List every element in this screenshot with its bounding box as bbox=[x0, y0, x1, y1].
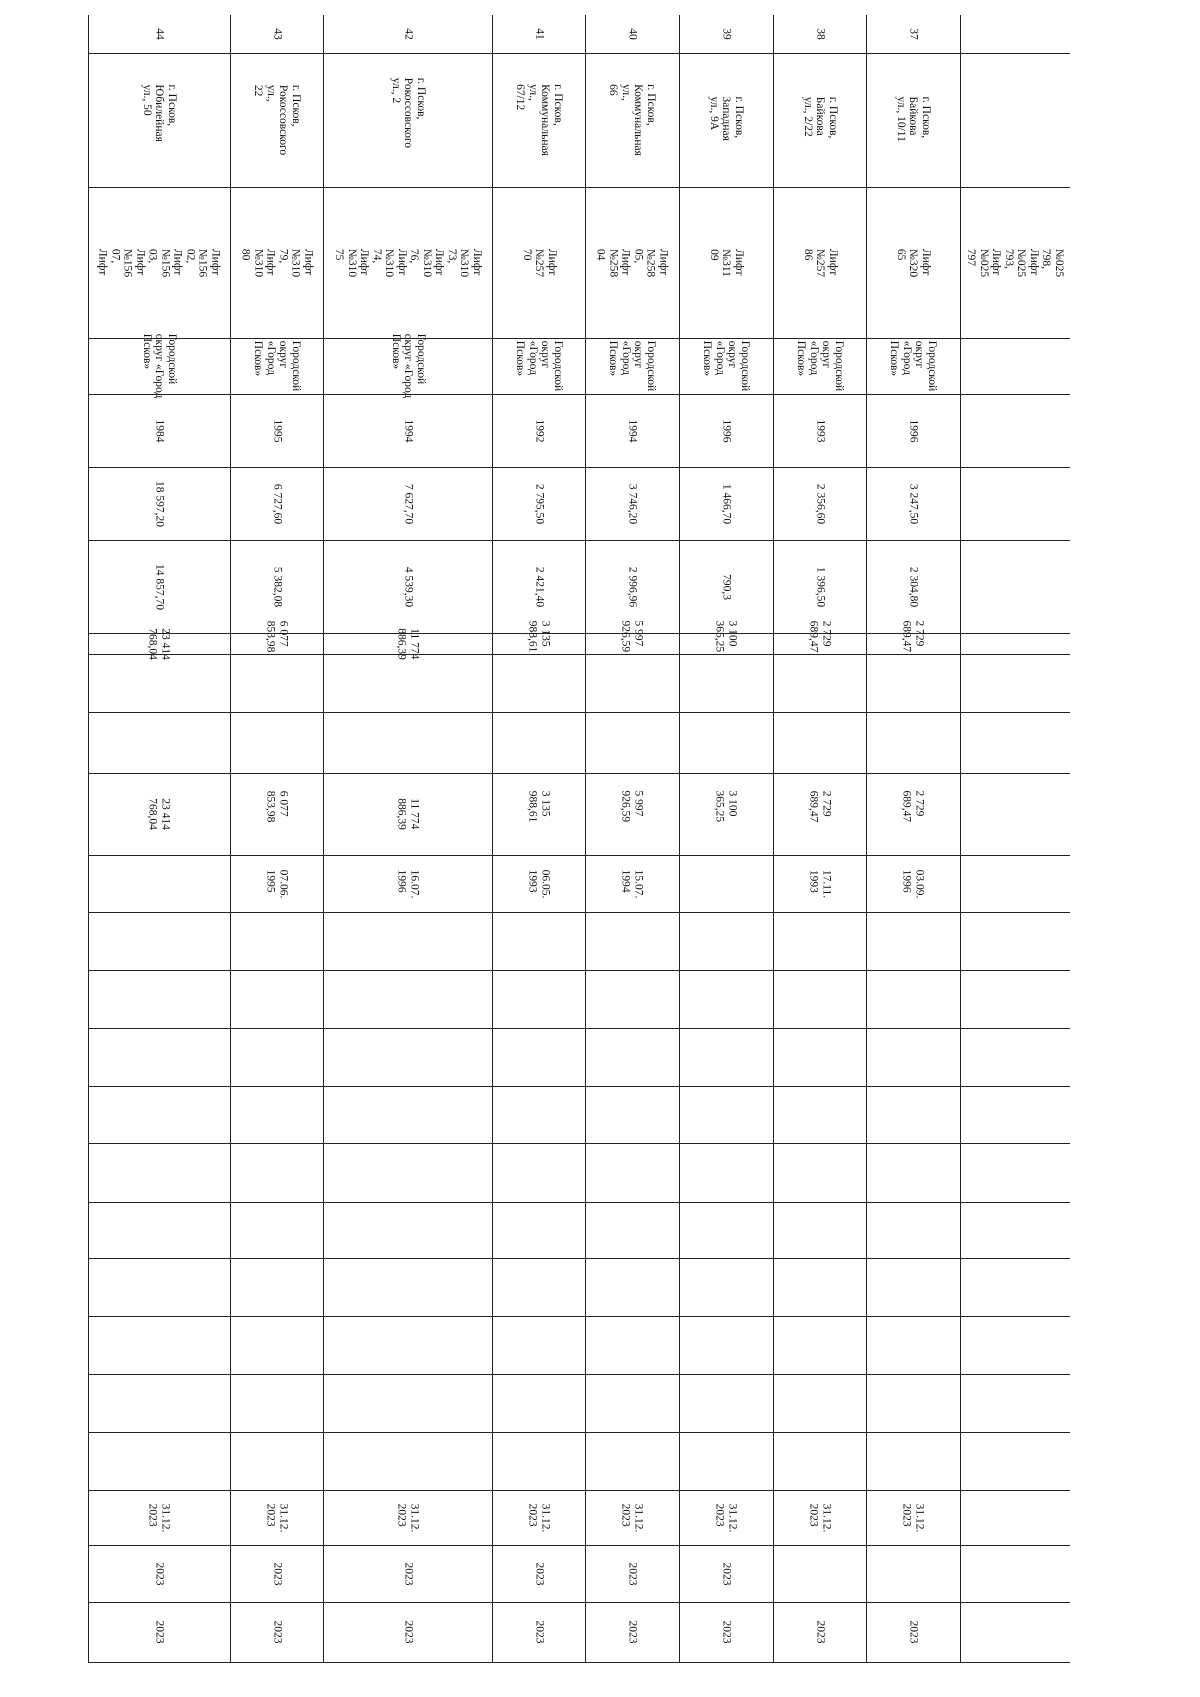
date-text: 15.07. 1994 bbox=[620, 869, 645, 898]
cell-year bbox=[88, 394, 230, 467]
deadline-text: 31.12. 2023 bbox=[714, 1503, 739, 1532]
row-separator bbox=[88, 712, 1070, 713]
area-living-text: 4 539,30 bbox=[401, 566, 414, 607]
cell-area-total bbox=[585, 467, 679, 540]
area-total-text: 7 627,70 bbox=[401, 483, 414, 524]
cell-owner bbox=[960, 338, 1070, 394]
cell-lifts bbox=[960, 187, 1070, 338]
area-total-text: 2 795,50 bbox=[532, 483, 545, 524]
cell-plan2 bbox=[492, 1602, 585, 1662]
cell-year bbox=[866, 394, 960, 467]
cell-num bbox=[773, 15, 866, 53]
year-text: 1996 bbox=[720, 419, 733, 442]
area-living-text: 5 382,08 bbox=[270, 566, 283, 607]
sum-text: 3 100 365,25 bbox=[714, 790, 739, 823]
address-text: г. Псков, Западная ул., 9А bbox=[707, 96, 745, 141]
cell-cost bbox=[679, 620, 773, 654]
cell-area-living bbox=[230, 540, 323, 633]
deadline-text: 31.12. 2023 bbox=[526, 1503, 551, 1532]
plan2-text: 2023 bbox=[813, 1620, 826, 1644]
cell-plan2 bbox=[773, 1602, 866, 1662]
owner-text: Городской округ «Город Псков» bbox=[701, 340, 751, 392]
row-separator bbox=[88, 1432, 1070, 1433]
date-text: 16.07. 1996 bbox=[395, 869, 420, 898]
plan2-text: 2023 bbox=[532, 1620, 545, 1644]
cell-sum bbox=[492, 773, 585, 855]
lifts-text: Лифт №310 73, Лифт №310 76, Лифт №310 74, Лифт №310 75 bbox=[333, 248, 483, 277]
cell-area-total bbox=[679, 467, 773, 540]
cell-address bbox=[323, 53, 492, 187]
num-text: 37 bbox=[907, 28, 920, 40]
cell-plan2 bbox=[585, 1602, 679, 1662]
cell-area-living bbox=[88, 540, 230, 633]
lifts-text: Лифт №320 65 bbox=[894, 248, 932, 277]
cell-date bbox=[323, 855, 492, 912]
cost-text: 3 100 365,25 bbox=[714, 620, 739, 652]
plan1-text: 2023 bbox=[532, 1562, 545, 1585]
cell-area-total bbox=[230, 467, 323, 540]
row-separator bbox=[88, 912, 1070, 913]
cell-lifts bbox=[679, 187, 773, 338]
cell-num bbox=[230, 15, 323, 53]
cell-plan1 bbox=[88, 1545, 230, 1602]
cell-area-total bbox=[960, 467, 1070, 540]
address-text: г. Псков, Рокоссовского ул., 22 bbox=[252, 84, 302, 156]
lifts-text: Лифт №257 70 bbox=[520, 248, 558, 277]
address-text: г. Псков, Юбилейная ул., 50 bbox=[140, 84, 178, 142]
cell-lifts bbox=[773, 187, 866, 338]
cell-plan1 bbox=[492, 1545, 585, 1602]
cell-year bbox=[960, 394, 1070, 467]
cell-lifts bbox=[88, 187, 230, 338]
lifts-text: Лифт №310 79, Лифт №310 80 bbox=[239, 248, 314, 277]
cell-deadline bbox=[866, 1490, 960, 1545]
owner-text: Городской округ «Город Псков» bbox=[607, 340, 657, 392]
cell-owner bbox=[679, 338, 773, 394]
cell-area-living bbox=[866, 540, 960, 633]
area-living-text: 2 304,80 bbox=[907, 566, 920, 607]
cell-date bbox=[866, 855, 960, 912]
cell-date bbox=[230, 855, 323, 912]
address-text: г. Псков, Байкова ул., 2/22 bbox=[801, 96, 839, 139]
cell-owner bbox=[88, 333, 230, 399]
cell-plan2 bbox=[230, 1602, 323, 1662]
plan2-text: 2023 bbox=[907, 1620, 920, 1644]
cell-deadline bbox=[585, 1490, 679, 1545]
cell-deadline bbox=[773, 1490, 866, 1545]
row-separator bbox=[88, 970, 1070, 971]
cell-deadline bbox=[88, 1490, 230, 1545]
cell-num bbox=[88, 15, 230, 53]
area-total-text: 1 466,70 bbox=[720, 483, 733, 524]
cell-year bbox=[679, 394, 773, 467]
plan1-text: 2023 bbox=[626, 1562, 639, 1585]
cell-plan1 bbox=[866, 1545, 960, 1602]
owner-text: Городской округ «Город Псков» bbox=[252, 340, 302, 392]
sum-text: 23 414 768,04 bbox=[147, 798, 172, 830]
cell-deadline bbox=[492, 1490, 585, 1545]
cell-address bbox=[88, 53, 230, 187]
cell-plan1 bbox=[773, 1545, 866, 1602]
cost-text: 5 997 926,59 bbox=[620, 620, 645, 652]
cell-cost bbox=[960, 633, 1070, 654]
cell-area-living bbox=[773, 540, 866, 633]
cell-lifts bbox=[323, 187, 492, 338]
year-text: 1994 bbox=[401, 419, 414, 442]
cell-cost bbox=[323, 627, 492, 660]
plan1-text: 2023 bbox=[401, 1562, 414, 1585]
sum-text: 2 729 689,47 bbox=[807, 790, 832, 823]
area-total-text: 18 597,20 bbox=[153, 480, 166, 527]
deadline-text: 31.12. 2023 bbox=[620, 1503, 645, 1532]
cost-text: 11 774 886,39 bbox=[395, 627, 420, 660]
cell-num bbox=[866, 15, 960, 53]
cell-area-living bbox=[585, 540, 679, 633]
num-text: 43 bbox=[270, 28, 283, 40]
cell-num bbox=[679, 15, 773, 53]
cell-deadline bbox=[679, 1490, 773, 1545]
row-separator bbox=[88, 1143, 1070, 1144]
owner-text: Городской округ «Город Псков» bbox=[514, 340, 564, 392]
deadline-text: 31.12. 2023 bbox=[264, 1503, 289, 1532]
area-living-text: 1 396,50 bbox=[813, 566, 826, 607]
cell-sum bbox=[88, 773, 230, 855]
cell-owner bbox=[492, 338, 585, 394]
cell-cost bbox=[773, 620, 866, 654]
year-text: 1996 bbox=[907, 419, 920, 442]
cell-date bbox=[492, 855, 585, 912]
cell-plan2 bbox=[88, 1602, 230, 1662]
cell-address bbox=[960, 53, 1070, 187]
sum-text: 2 729 689,47 bbox=[901, 790, 926, 823]
cost-text: 3 135 988,61 bbox=[526, 620, 551, 652]
cell-address bbox=[866, 53, 960, 187]
cell-owner bbox=[866, 338, 960, 394]
cell-cost bbox=[866, 620, 960, 654]
sum-text: 6 077 853,98 bbox=[264, 790, 289, 823]
cell-deadline bbox=[230, 1490, 323, 1545]
cell-plan2 bbox=[679, 1602, 773, 1662]
cell-owner bbox=[585, 338, 679, 394]
area-total-text: 2 356,60 bbox=[813, 483, 826, 524]
cell-plan2 bbox=[323, 1602, 492, 1662]
plan2-text: 2023 bbox=[720, 1620, 733, 1644]
cell-num bbox=[960, 15, 1070, 53]
num-text: 40 bbox=[626, 28, 639, 40]
cell-plan1 bbox=[960, 1545, 1070, 1602]
cell-cost bbox=[492, 620, 585, 654]
row-separator bbox=[88, 1316, 1070, 1317]
cell-cost bbox=[230, 620, 323, 654]
deadline-text: 31.12. 2023 bbox=[147, 1503, 172, 1532]
year-text: 1993 bbox=[813, 419, 826, 442]
cell-year bbox=[230, 394, 323, 467]
cell-lifts bbox=[230, 187, 323, 338]
date-text: 17.11. 1993 bbox=[807, 869, 832, 898]
num-text: 41 bbox=[532, 28, 545, 40]
cell-year bbox=[492, 394, 585, 467]
cell-area-total bbox=[773, 467, 866, 540]
cell-plan1 bbox=[230, 1545, 323, 1602]
cell-address bbox=[585, 53, 679, 187]
cell-year bbox=[585, 394, 679, 467]
row-separator bbox=[88, 1086, 1070, 1087]
cell-plan2 bbox=[866, 1602, 960, 1662]
cell-date bbox=[773, 855, 866, 912]
cell-plan1 bbox=[585, 1545, 679, 1602]
cell-owner bbox=[773, 338, 866, 394]
cell-sum bbox=[960, 773, 1070, 855]
cell-cost bbox=[88, 627, 230, 660]
year-text: 1995 bbox=[270, 419, 283, 442]
plan1-text: 2023 bbox=[153, 1562, 166, 1585]
cell-num bbox=[323, 15, 492, 53]
plan2-text: 2023 bbox=[153, 1620, 166, 1644]
cell-address bbox=[679, 53, 773, 187]
date-text: 06.05. 1993 bbox=[526, 869, 551, 898]
row-separator bbox=[88, 1028, 1070, 1029]
cost-text: 6 077 853,98 bbox=[264, 620, 289, 652]
sum-text: 3 135 988,61 bbox=[526, 790, 551, 823]
cell-area-total bbox=[866, 467, 960, 540]
area-total-text: 6 727,60 bbox=[270, 483, 283, 524]
year-text: 1992 bbox=[532, 419, 545, 442]
num-text: 38 bbox=[813, 28, 826, 40]
address-text: г. Псков, Коммунальная ул., 67/12 bbox=[514, 84, 564, 156]
address-text: г. Псков, Байкова ул., 10/11 bbox=[894, 96, 932, 142]
cell-sum bbox=[585, 773, 679, 855]
cell-sum bbox=[866, 773, 960, 855]
sum-text: 5 997 926,59 bbox=[620, 790, 645, 823]
year-text: 1984 bbox=[153, 419, 166, 442]
row-separator bbox=[88, 1662, 1070, 1663]
deadline-text: 31.12. 2023 bbox=[395, 1503, 420, 1532]
cell-address bbox=[230, 53, 323, 187]
cell-date bbox=[88, 855, 230, 912]
lifts-text: Лифт №311 09 bbox=[707, 248, 745, 277]
row-separator bbox=[88, 1374, 1070, 1375]
cell-plan1 bbox=[679, 1545, 773, 1602]
cell-address bbox=[492, 53, 585, 187]
cell-address bbox=[773, 53, 866, 187]
plan2-text: 2023 bbox=[626, 1620, 639, 1644]
cost-text: 2 729 689,47 bbox=[901, 620, 926, 652]
deadline-text: 31.12. 2023 bbox=[901, 1503, 926, 1532]
cell-sum bbox=[230, 773, 323, 855]
cell-area-total bbox=[88, 467, 230, 540]
lifts-text: Лифт №258 05, Лифт №258 04 bbox=[595, 248, 670, 277]
area-living-text: 14 857,70 bbox=[153, 563, 166, 610]
cell-area-total bbox=[323, 467, 492, 540]
cell-sum bbox=[323, 773, 492, 855]
deadline-text: 31.12. 2023 bbox=[807, 1503, 832, 1532]
num-text: 42 bbox=[401, 28, 414, 40]
cell-area-living bbox=[323, 540, 492, 633]
cell-num bbox=[585, 15, 679, 53]
date-text: 03.09. 1996 bbox=[901, 869, 926, 898]
plan2-text: 2023 bbox=[270, 1620, 283, 1644]
cell-sum bbox=[773, 773, 866, 855]
address-text: г. Псков, Коммунальная ул., 66 bbox=[607, 84, 657, 156]
cell-area-total bbox=[492, 467, 585, 540]
cell-lifts bbox=[492, 187, 585, 338]
year-text: 1994 bbox=[626, 419, 639, 442]
area-total-text: 3 247,50 bbox=[907, 483, 920, 524]
num-text: 39 bbox=[720, 28, 733, 40]
date-text: 07.06. 1995 bbox=[264, 869, 289, 898]
owner-text: Городской округ «Город Псков» bbox=[795, 340, 845, 392]
cell-deadline bbox=[323, 1490, 492, 1545]
lifts-text: Лифт №257 86 bbox=[801, 248, 839, 277]
area-living-text: 2 421,40 bbox=[532, 566, 545, 607]
plan1-text: 2023 bbox=[270, 1562, 283, 1585]
cost-text: 23 414 768,04 bbox=[147, 627, 172, 660]
cell-owner bbox=[323, 333, 492, 399]
cell-plan1 bbox=[323, 1545, 492, 1602]
cell-cost bbox=[585, 620, 679, 654]
cell-lifts bbox=[866, 187, 960, 338]
cell-sum bbox=[679, 773, 773, 855]
area-living-text: 790,3 bbox=[720, 573, 733, 600]
cell-date bbox=[679, 855, 773, 912]
cell-owner bbox=[230, 338, 323, 394]
cell-year bbox=[773, 394, 866, 467]
owner-text: Городской округ «Город Псков» bbox=[389, 333, 427, 399]
plan1-text: 2023 bbox=[720, 1562, 733, 1585]
lifts-text: №025 798, Лифт №025 793, Лифт №025 797 bbox=[965, 248, 1065, 277]
cell-area-living bbox=[492, 540, 585, 633]
cell-date bbox=[960, 855, 1070, 912]
cell-year bbox=[323, 394, 492, 467]
row-separator bbox=[88, 1258, 1070, 1259]
cost-text: 2 729 689,47 bbox=[807, 620, 832, 652]
owner-text: Городской округ «Город Псков» bbox=[888, 340, 938, 392]
cell-plan2 bbox=[960, 1602, 1070, 1662]
address-text: г. Псков, Рокоссовского ул., 2 bbox=[389, 77, 427, 149]
cell-date bbox=[585, 855, 679, 912]
cell-deadline bbox=[960, 1490, 1070, 1545]
lifts-text: Лифт №156 02, Лифт №156 03, Лифт №156 07, Лифт bbox=[97, 248, 222, 277]
cell-num bbox=[492, 15, 585, 53]
cell-area-living bbox=[679, 540, 773, 633]
area-living-text: 2 996,96 bbox=[626, 566, 639, 607]
owner-text: Городской округ «Город Псков» bbox=[140, 333, 178, 399]
plan2-text: 2023 bbox=[401, 1620, 414, 1644]
cell-lifts bbox=[585, 187, 679, 338]
cell-area-living bbox=[960, 540, 1070, 633]
area-total-text: 3 746,20 bbox=[626, 483, 639, 524]
num-text: 44 bbox=[153, 28, 166, 40]
sum-text: 11 774 886,39 bbox=[395, 798, 420, 830]
row-separator bbox=[88, 1202, 1070, 1203]
